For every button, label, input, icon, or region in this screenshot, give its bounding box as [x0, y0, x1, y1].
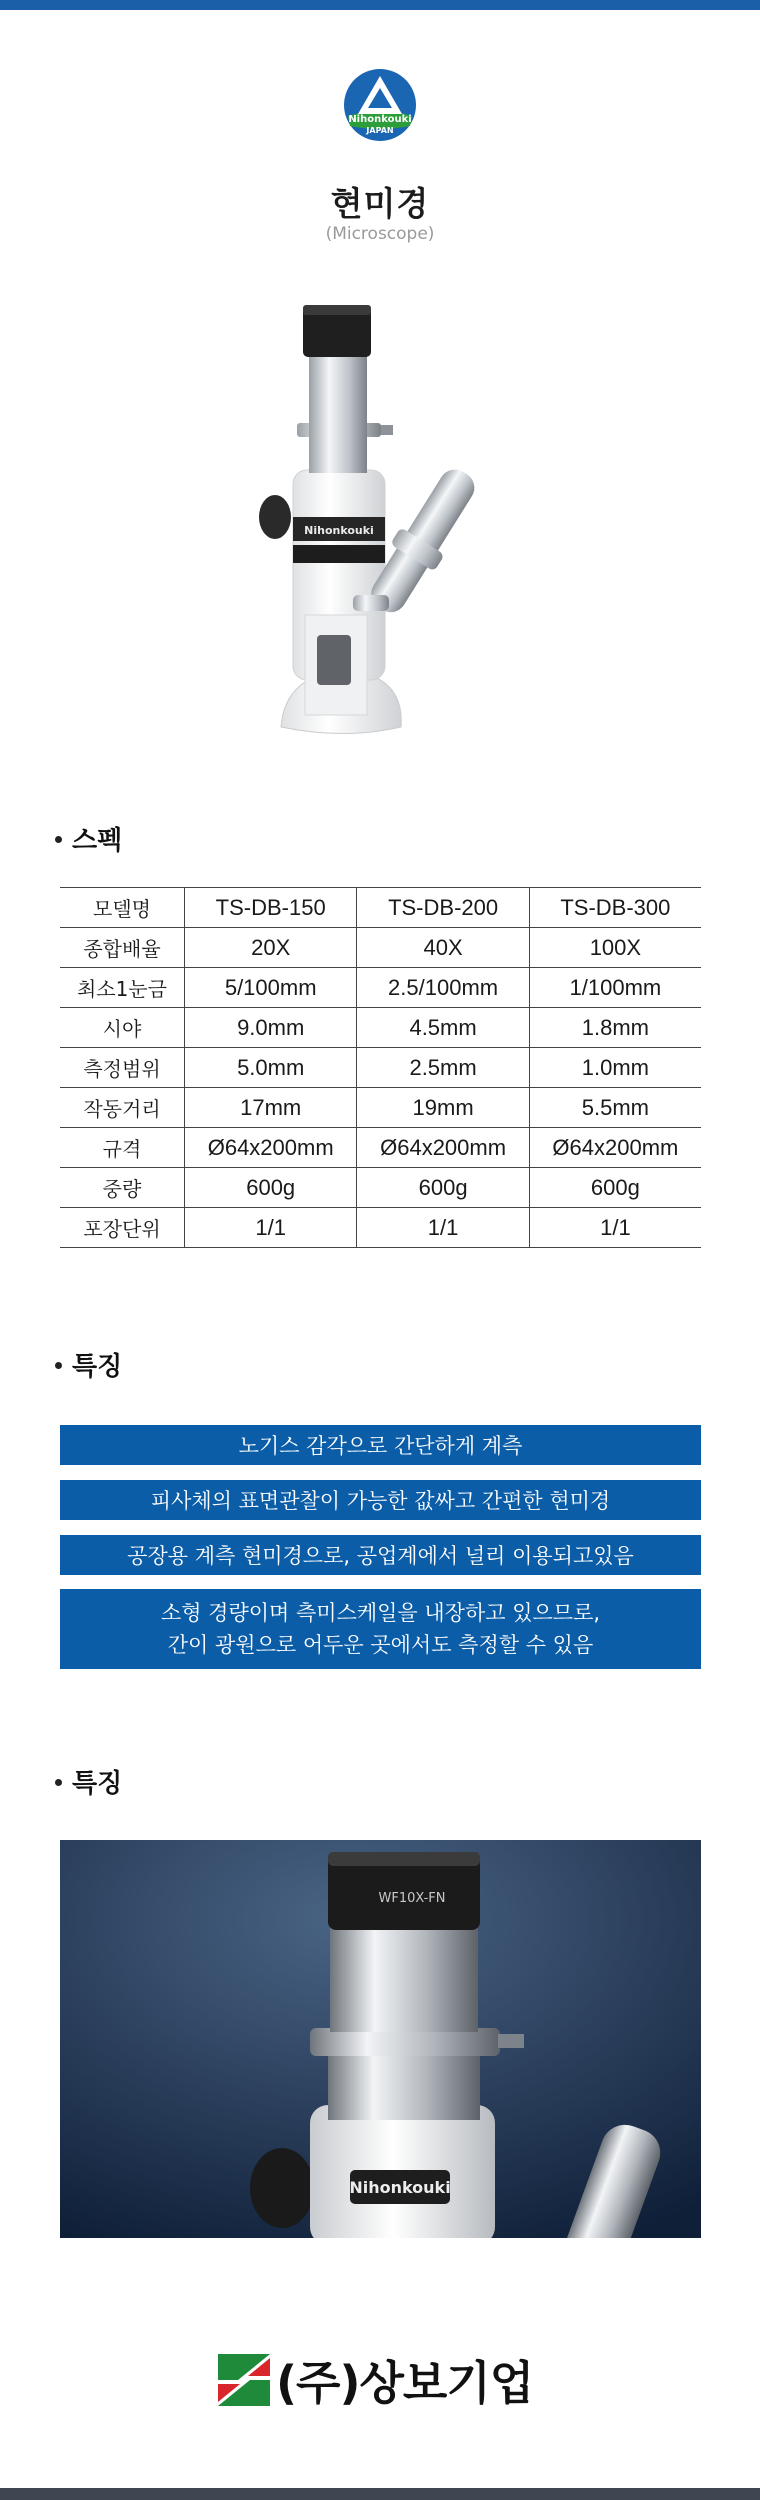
table-row — [60, 1048, 701, 1088]
row-label: 중량 — [60, 1168, 185, 1208]
photo-section-heading: 특징 — [55, 1763, 122, 1800]
table-row — [60, 888, 701, 928]
table-row — [60, 1008, 701, 1048]
table-row — [60, 928, 701, 968]
table-cell: 5.5mm — [529, 1088, 701, 1128]
feature-item: 공장용 계측 현미경으로, 공업계에서 널리 이용되고있음 — [60, 1535, 701, 1575]
microscope-closeup-photo — [60, 1840, 701, 2238]
table-row — [60, 1168, 701, 1208]
row-label: 작동거리 — [60, 1088, 185, 1128]
microscope-product-image — [245, 295, 530, 765]
product-title: 현미경 — [330, 184, 430, 223]
table-cell: 40X — [357, 928, 529, 968]
row-label: 측정범위 — [60, 1048, 185, 1088]
bottom-accent-bar — [0, 2488, 760, 2500]
table-cell: 17mm — [185, 1088, 357, 1128]
spec-section-heading: 스펙 — [55, 820, 122, 857]
feature-item — [60, 1589, 701, 1669]
logo-text-bottom: JAPAN — [366, 126, 394, 135]
row-label: 모델명 — [60, 888, 185, 928]
nihonkouki-logo — [340, 66, 420, 144]
table-row — [60, 1128, 701, 1168]
features-section-heading: 특징 — [55, 1346, 122, 1383]
row-label: 규격 — [60, 1128, 185, 1168]
product-subtitle: (Microscope) — [325, 224, 435, 244]
table-cell: 2.5/100mm — [357, 968, 529, 1008]
table-cell: 1/1 — [529, 1208, 701, 1248]
table-cell: Ø64x200mm — [357, 1128, 529, 1168]
spec-table — [60, 887, 701, 1248]
photo-body-text: Nihonkouki — [349, 2178, 451, 2197]
table-cell: 4.5mm — [357, 1008, 529, 1048]
top-accent-bar — [0, 0, 760, 10]
row-label: 포장단위 — [60, 1208, 185, 1248]
table-cell: 1/1 — [185, 1208, 357, 1248]
table-row — [60, 1088, 701, 1128]
bullet-dot — [55, 1779, 62, 1786]
table-cell: Ø64x200mm — [185, 1128, 357, 1168]
table-row — [60, 968, 701, 1008]
table-cell: 1/100mm — [529, 968, 701, 1008]
table-cell: 1/1 — [357, 1208, 529, 1248]
table-cell: 20X — [185, 928, 357, 968]
table-cell: Ø64x200mm — [529, 1128, 701, 1168]
table-cell: 1.0mm — [529, 1048, 701, 1088]
row-label: 시야 — [60, 1008, 185, 1048]
table-cell: 19mm — [357, 1088, 529, 1128]
company-name: (주)상보기업 — [276, 2356, 534, 2410]
table-cell: 2.5mm — [357, 1048, 529, 1088]
table-cell: 600g — [529, 1168, 701, 1208]
bullet-dot — [55, 836, 62, 843]
hero-engraving-text: Nihonkouki — [304, 524, 374, 537]
row-label: 종합배율 — [60, 928, 185, 968]
table-cell: 1.8mm — [529, 1008, 701, 1048]
company-brand — [218, 2350, 533, 2410]
bullet-dot — [55, 1362, 62, 1369]
table-cell: 100X — [529, 928, 701, 968]
feature-item: 피사체의 표면관찰이 가능한 값싸고 간편한 현미경 — [60, 1480, 701, 1520]
photo-eyepiece-text: WF10X-FN — [378, 1891, 446, 1906]
table-cell: 9.0mm — [185, 1008, 357, 1048]
table-cell: 5/100mm — [185, 968, 357, 1008]
table-row — [60, 1208, 701, 1248]
feature-item: 노기스 감각으로 간단하게 계측 — [60, 1425, 701, 1465]
company-logo-icon — [218, 2354, 270, 2406]
table-cell: TS-DB-150 — [185, 888, 357, 928]
row-label: 최소1눈금 — [60, 968, 185, 1008]
feature-item-line: 소형 경량이며 측미스케일을 내장하고 있으므로, — [160, 1601, 601, 1625]
table-cell: TS-DB-200 — [357, 888, 529, 928]
table-cell: 600g — [185, 1168, 357, 1208]
table-cell: TS-DB-300 — [529, 888, 701, 928]
feature-item-line: 간이 광원으로 어두운 곳에서도 측정할 수 있음 — [167, 1633, 594, 1657]
logo-text-top: Nihonkouki — [348, 114, 412, 125]
table-cell: 600g — [357, 1168, 529, 1208]
table-cell: 5.0mm — [185, 1048, 357, 1088]
